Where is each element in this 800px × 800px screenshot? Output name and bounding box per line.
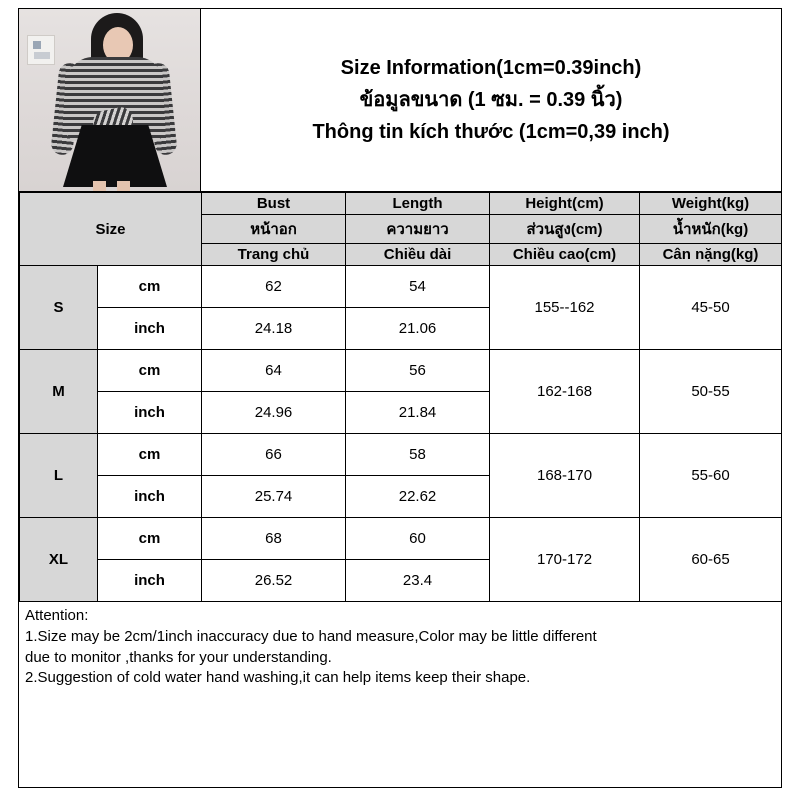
col-header-length-en: Length	[346, 193, 490, 215]
table-row	[20, 350, 782, 392]
title-line-th: ข้อมูลขนาด (1 ซม. = 0.39 นิ้ว)	[359, 88, 623, 111]
l-length-inch: 22.62	[346, 476, 490, 518]
l-length-cm: 58	[346, 434, 490, 476]
m-length-inch: 21.84	[346, 392, 490, 434]
attention-line-1: 1.Size may be 2cm/1inch inaccuracy due to hand measure,Color may be little different	[25, 627, 597, 645]
m-length-cm: 56	[346, 350, 490, 392]
row-size-l: L	[20, 434, 98, 518]
col-header-height-vi: Chiều cao(cm)	[490, 244, 640, 266]
table-row	[20, 266, 782, 308]
col-header-height-th: ส่วนสูง(cm)	[490, 215, 640, 244]
m-height: 162-168	[490, 350, 640, 434]
col-header-length-th: ความยาว	[346, 215, 490, 244]
size-chart-container	[18, 8, 782, 788]
col-header-weight-th: น้ำหนัก(kg)	[640, 215, 782, 244]
product-photo-cell	[19, 9, 201, 191]
col-header-length-vi: Chiều dài	[346, 244, 490, 266]
table-header-row-en	[20, 193, 782, 215]
row-size-xl: XL	[20, 518, 98, 602]
unit-cm: cm	[98, 518, 202, 560]
attention-line-3: 2.Suggestion of cold water hand washing,it can help items keep their shape.	[25, 669, 531, 687]
table-row	[20, 434, 782, 476]
size-table	[19, 192, 782, 602]
xl-length-inch: 23.4	[346, 560, 490, 602]
l-weight: 55-60	[640, 434, 782, 518]
xl-weight: 60-65	[640, 518, 782, 602]
l-bust-cm: 66	[202, 434, 346, 476]
unit-cm: cm	[98, 350, 202, 392]
title-line-en: Size Information(1cm=0.39inch)	[340, 56, 642, 79]
m-bust-inch: 24.96	[202, 392, 346, 434]
unit-cm: cm	[98, 266, 202, 308]
unit-inch: inch	[98, 392, 202, 434]
xl-length-cm: 60	[346, 518, 490, 560]
m-weight: 50-55	[640, 350, 782, 434]
title-block	[201, 9, 781, 191]
row-size-m: M	[20, 350, 98, 434]
s-bust-inch: 24.18	[202, 308, 346, 350]
title-line-vi: Thông tin kích thước (1cm=0,39 inch)	[312, 120, 670, 143]
m-bust-cm: 64	[202, 350, 346, 392]
col-header-bust-en: Bust	[202, 193, 346, 215]
attention-line-2: due to monitor ,thanks for your understanding.	[25, 648, 332, 666]
s-length-cm: 54	[346, 266, 490, 308]
col-header-bust-th: หน้าอก	[202, 215, 346, 244]
size-header-cell: Size	[20, 193, 202, 266]
unit-inch: inch	[98, 476, 202, 518]
row-size-s: S	[20, 266, 98, 350]
attention-heading: Attention:	[25, 607, 89, 624]
col-header-weight-en: Weight(kg)	[640, 193, 782, 215]
table-row	[20, 518, 782, 560]
attention-block	[19, 602, 781, 787]
xl-bust-cm: 68	[202, 518, 346, 560]
unit-inch: inch	[98, 560, 202, 602]
col-header-bust-vi: Trang chủ	[202, 244, 346, 266]
col-header-weight-vi: Cân nặng(kg)	[640, 244, 782, 266]
s-height: 155--162	[490, 266, 640, 350]
unit-inch: inch	[98, 308, 202, 350]
s-bust-cm: 62	[202, 266, 346, 308]
unit-cm: cm	[98, 434, 202, 476]
s-weight: 45-50	[640, 266, 782, 350]
col-header-height-en: Height(cm)	[490, 193, 640, 215]
xl-bust-inch: 26.52	[202, 560, 346, 602]
l-bust-inch: 25.74	[202, 476, 346, 518]
chart-header	[19, 9, 781, 192]
image-placeholder-icon	[27, 35, 55, 65]
l-height: 168-170	[490, 434, 640, 518]
xl-height: 170-172	[490, 518, 640, 602]
s-length-inch: 21.06	[346, 308, 490, 350]
